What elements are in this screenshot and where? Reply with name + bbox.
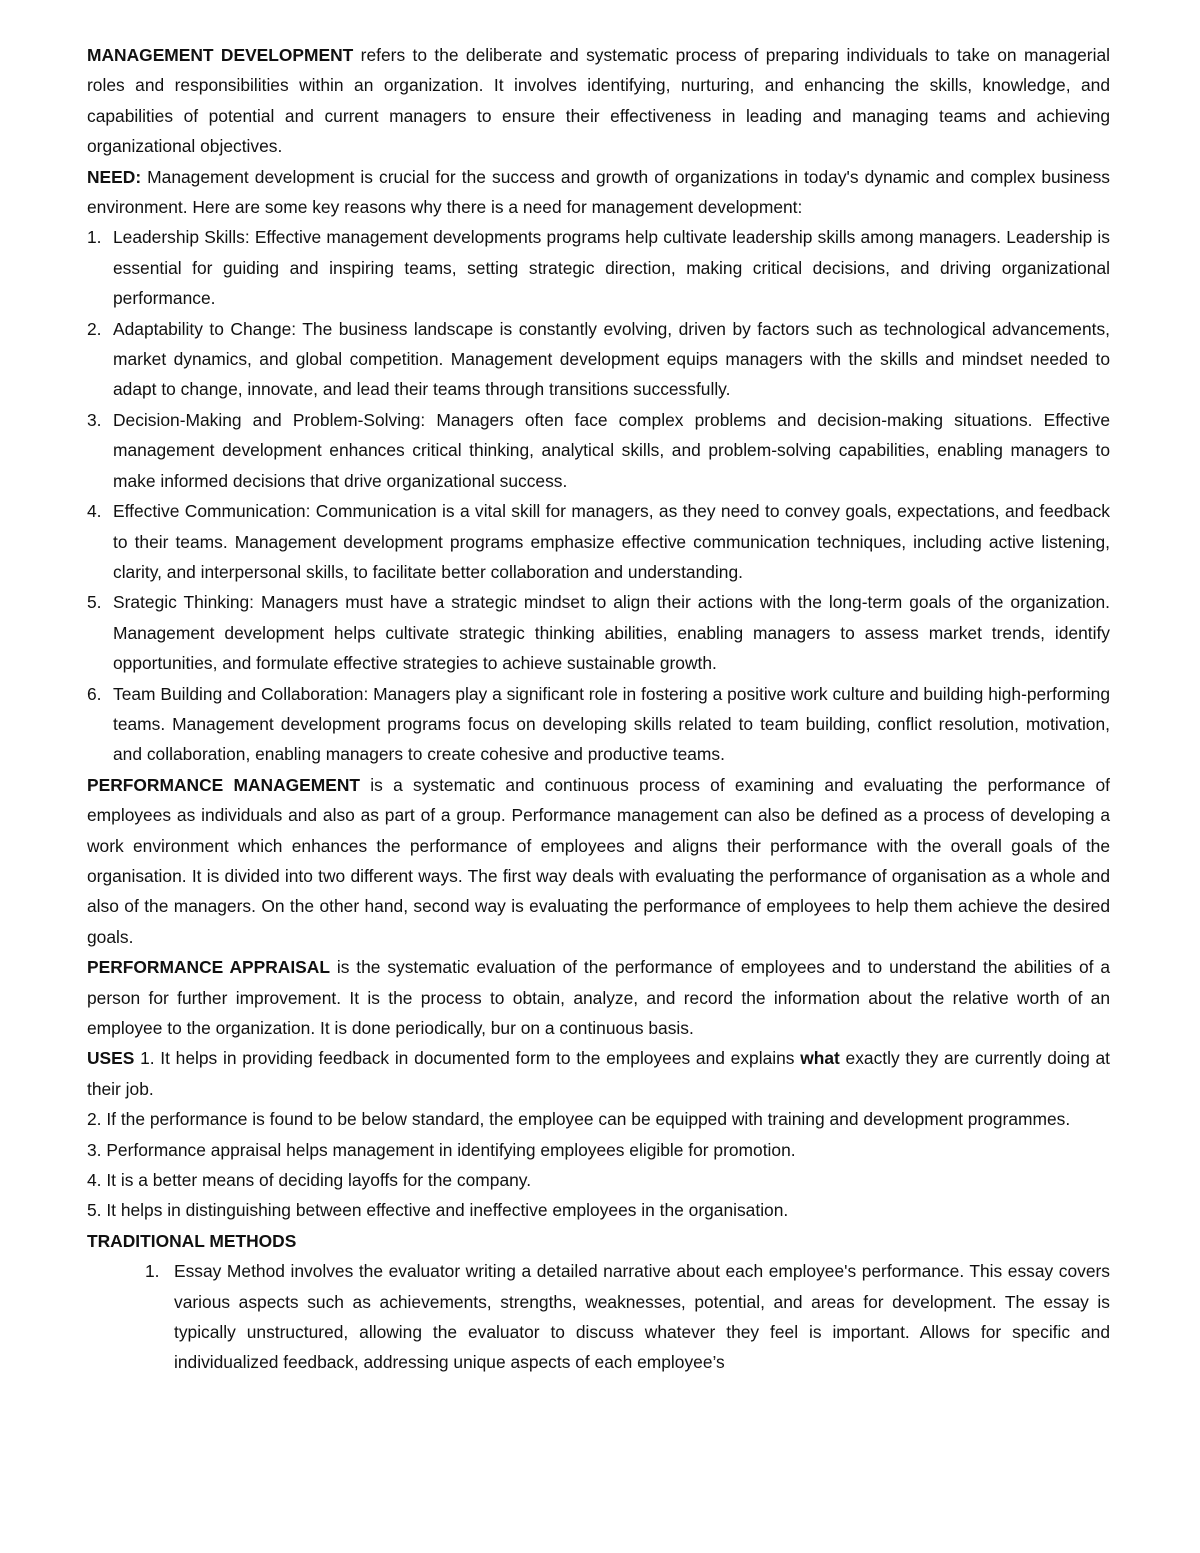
pa-heading: PERFORMANCE APPRAISAL — [87, 957, 330, 978]
uses-item: 3. Performance appraisal helps management in identifying employees eligible for promotion. — [87, 1139, 796, 1160]
need-list — [87, 222, 1110, 769]
need-heading: NEED: — [87, 166, 142, 187]
uses-first-post: exactly they are currently doing at their job. — [87, 1048, 1111, 1099]
pm-paragraph — [87, 770, 1110, 952]
need-item — [87, 405, 1110, 496]
uses-paragraph — [87, 1043, 1110, 1104]
list-number: 5. — [87, 592, 102, 613]
uses-item: 5. It helps in distinguishing between effective and ineffective employees in the organisation. — [87, 1200, 789, 1221]
list-number: 4. — [87, 501, 102, 522]
uses-heading: USES — [87, 1048, 135, 1069]
uses-item: 4. It is a better means of deciding layoffs for the company. — [87, 1170, 532, 1191]
need-item — [87, 679, 1110, 770]
need-item-text: Adaptability to Change: The business landscape is constantly evolving, driven by factors such as technological advancements, market dynamics, and global competition. Management development equips managers with the skills and mindset needed to adapt to change, innovate, and lead their teams through transitions successfully. — [113, 318, 1110, 400]
pa-text: is the systematic evaluation of the performance of employees and to understand the abilities of a person for further improvement. It is the process to obtain, analyze, and record the information about the relative worth of an employee to the organization. It is done periodically, bur on a continuous basis. — [87, 957, 1110, 1038]
need-item — [87, 496, 1110, 587]
need-item-text: Team Building and Collaboration: Managers play a significant role in fostering a positive work culture and building high-performing teams. Management development programs focus on developing skills related to team building, conflict resolution, motivation, and collaboration, enabling managers to create cohesive and productive teams. — [113, 683, 1110, 765]
list-number: 1. — [87, 227, 102, 248]
uses-first-bold: what — [800, 1048, 840, 1069]
traditional-item-text: Essay Method involves the evaluator writing a detailed narrative about each employee's performance. This essay covers various aspects such as achievements, strengths, weaknesses, potential, and areas for development. The essay is typically unstructured, allowing the evaluator to discuss whatever they feel is important. Allows for specific and individualized feedback, addressing unique aspects of each employee’s — [174, 1261, 1110, 1373]
need-item — [87, 222, 1110, 313]
need-item-text: Effective Communication: Communication is a vital skill for managers, as they need to convey goals, expectations, and feedback to their teams. Management development programs emphasize effective communication techniques, including active listening, clarity, and interpersonal skills, to facilitate better collaboration and understanding. — [113, 501, 1110, 582]
traditional-item — [87, 1256, 1110, 1378]
traditional-heading: TRADITIONAL METHODS — [87, 1230, 297, 1251]
pm-heading: PERFORMANCE MANAGEMENT — [87, 774, 361, 795]
need-paragraph — [87, 162, 1110, 223]
list-number: 6. — [87, 683, 102, 704]
md-text: refers to the deliberate and systematic process of preparing individuals to take on managerial roles and responsibilities within an organization. It involves identifying, nurturing, and enhancing the skills, knowledge, and capabilities of potential and current managers to ensure their effectiveness in leading and managing teams and achieving organizational objectives. — [87, 45, 1110, 157]
md-heading: MANAGEMENT DEVELOPMENT — [87, 45, 354, 65]
need-item — [87, 587, 1110, 678]
need-item-text: Decision-Making and Problem-Solving: Managers often face complex problems and decision-making situations. Effective management development enhances critical thinking, analytical skills, and problem-solving capabilities, enabling managers to make informed decisions that drive organizational success. — [113, 409, 1110, 491]
need-item-text: Srategic Thinking: Managers must have a strategic mindset to align their actions with the long-term goals of the organization. Management development helps cultivate strategic thinking abilities, enabling managers to assess market trends, identify opportunities, and formulate effective strategies to achieve sustainable growth. — [113, 592, 1110, 674]
list-number: 1. — [145, 1261, 160, 1282]
need-item-text: Leadership Skills: Effective management developments programs help cultivate leadership skills among managers. Leadership is essential for guiding and inspiring teams, setting strategic direction, making critical decisions, and driving organizational performance. — [113, 227, 1110, 309]
list-number: 2. — [87, 318, 102, 339]
md-paragraph — [87, 40, 1110, 162]
traditional-list — [87, 1256, 1110, 1378]
need-text: Management development is crucial for the success and growth of organizations in today's dynamic and complex business environment. Here are some key reasons why there is a need for management development: — [87, 166, 1110, 218]
list-number: 3. — [87, 409, 102, 430]
pa-paragraph — [87, 952, 1110, 1043]
pm-text: is a systematic and continuous process of examining and evaluating the performance of employees as individuals and also as part of a group. Performance management can also be defined as a process of developing a work environment which enhances the performance of employees and aligns their performance with the overall goals of the organisation. It is divided into two different ways. The first way deals with evaluating the performance of organisation as a whole and also of the managers. On the other hand, second way is evaluating the performance of employees to help them achieve the desired goals. — [87, 774, 1111, 947]
need-item — [87, 314, 1110, 405]
uses-first-pre: 1. It helps in providing feedback in documented form to the employees and explains — [134, 1048, 801, 1069]
uses-item: 2. If the performance is found to be below standard, the employee can be equipped with training and development programmes. — [87, 1109, 1071, 1130]
